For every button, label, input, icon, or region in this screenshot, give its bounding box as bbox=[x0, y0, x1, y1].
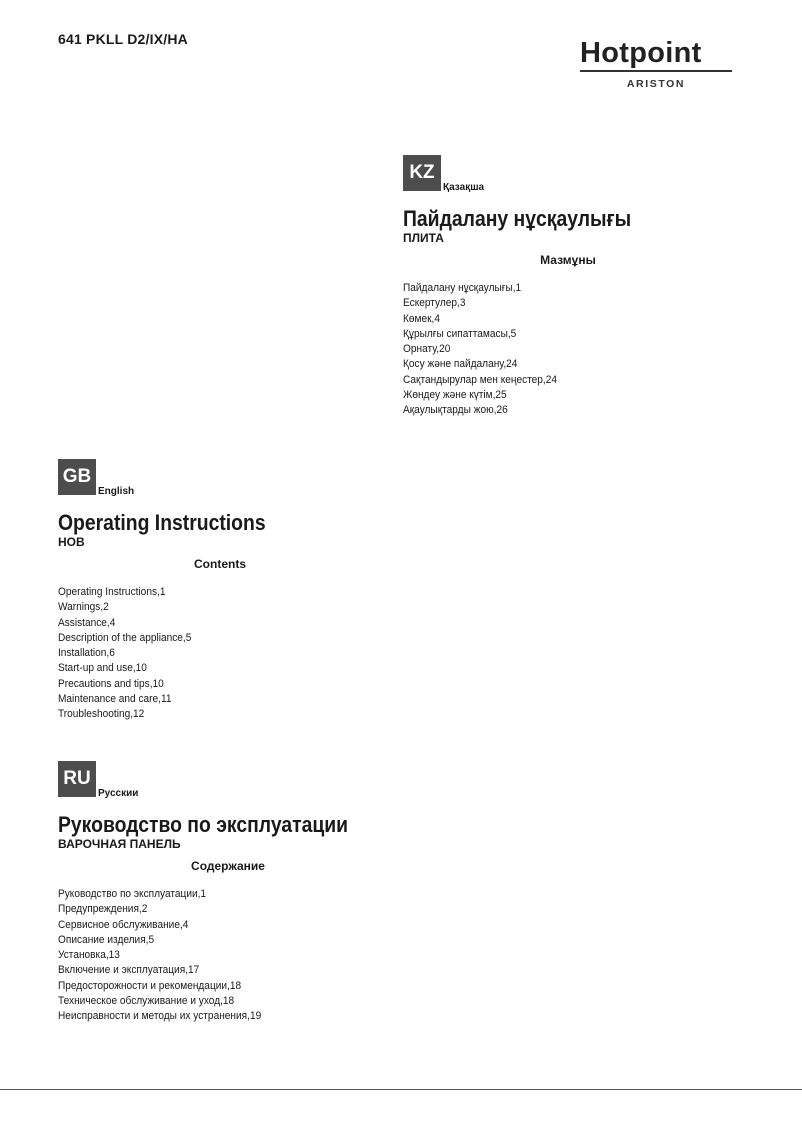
section-title: Руководство по эксплуатации bbox=[58, 812, 349, 837]
section-kz bbox=[403, 155, 733, 419]
toc-item: Troubleshooting,12 bbox=[58, 708, 145, 721]
toc-item: Ескертулер,3 bbox=[403, 297, 466, 310]
toc-item: Assistance,4 bbox=[58, 616, 116, 629]
language-badge: KZ bbox=[403, 155, 441, 191]
toc-item: Maintenance and care,11 bbox=[58, 693, 172, 706]
toc-item: Предупреждения,2 bbox=[58, 903, 148, 916]
table-of-contents bbox=[58, 887, 388, 1025]
toc-item: Құрылғы сипаттамасы,5 bbox=[403, 327, 517, 340]
toc-item: Включение и эксплуатация,17 bbox=[58, 964, 200, 977]
toc-item: Қосу және пайдалану,24 bbox=[403, 358, 518, 371]
toc-item: Пайдалану нұсқаулығы,1 bbox=[403, 282, 522, 294]
brand-divider bbox=[580, 70, 732, 72]
toc-item: Installation,6 bbox=[58, 647, 115, 660]
footer-divider bbox=[0, 1089, 802, 1090]
toc-item: Сервисное обслуживание,4 bbox=[58, 918, 189, 931]
section-ru bbox=[58, 761, 388, 1025]
toc-item: Орнату,20 bbox=[403, 343, 451, 356]
toc-item: Operating Instructions,1 bbox=[58, 586, 166, 598]
language-badge: RU bbox=[58, 761, 96, 797]
language-header bbox=[58, 761, 388, 797]
language-name: Русскии bbox=[98, 788, 139, 799]
toc-item: Precautions and tips,10 bbox=[58, 677, 164, 690]
table-of-contents bbox=[403, 281, 733, 419]
toc-item: Start-up and use,10 bbox=[58, 662, 147, 675]
contents-heading: Contents bbox=[194, 557, 246, 571]
model-number: 641 PKLL D2/IX/HA bbox=[58, 31, 188, 47]
toc-item: Warnings,2 bbox=[58, 601, 109, 614]
brand-subname: ARISTON bbox=[626, 78, 686, 90]
toc-item: Предосторожности и рекомендации,18 bbox=[58, 979, 242, 992]
brand-name: Hotpoint bbox=[580, 37, 702, 69]
language-name: Қазақша bbox=[443, 182, 485, 193]
language-name: English bbox=[98, 486, 135, 497]
brand-logo bbox=[580, 38, 732, 90]
language-badge: GB bbox=[58, 459, 96, 495]
section-title: Пайдалану нұсқаулығы bbox=[403, 206, 632, 231]
language-header bbox=[58, 459, 388, 495]
toc-item: Описание изделия,5 bbox=[58, 933, 155, 946]
contents-heading: Мазмұны bbox=[540, 253, 596, 267]
section-subtitle: ПЛИТА bbox=[403, 231, 444, 245]
language-header bbox=[403, 155, 733, 191]
contents-heading: Содержание bbox=[191, 859, 265, 873]
section-title: Operating Instructions bbox=[58, 510, 266, 535]
toc-item: Description of the appliance,5 bbox=[58, 631, 192, 644]
toc-item: Көмек,4 bbox=[403, 312, 440, 325]
section-subtitle: HOB bbox=[58, 535, 85, 549]
toc-item: Жөндеу және күтім,25 bbox=[403, 389, 507, 402]
table-of-contents bbox=[58, 585, 388, 723]
toc-item: Установка,13 bbox=[58, 949, 120, 962]
toc-item: Техническое обслуживание и уход,18 bbox=[58, 995, 235, 1008]
toc-item: Ақаулықтарды жою,26 bbox=[403, 404, 508, 417]
section-subtitle: ВАРОЧНАЯ ПАНЕЛЬ bbox=[58, 837, 181, 851]
toc-item: Руководство по эксплуатации,1 bbox=[58, 888, 207, 900]
toc-item: Неисправности и методы их устранения,19 bbox=[58, 1010, 262, 1023]
section-gb bbox=[58, 459, 388, 723]
toc-item: Сақтандырулар мен кеңестер,24 bbox=[403, 373, 557, 386]
